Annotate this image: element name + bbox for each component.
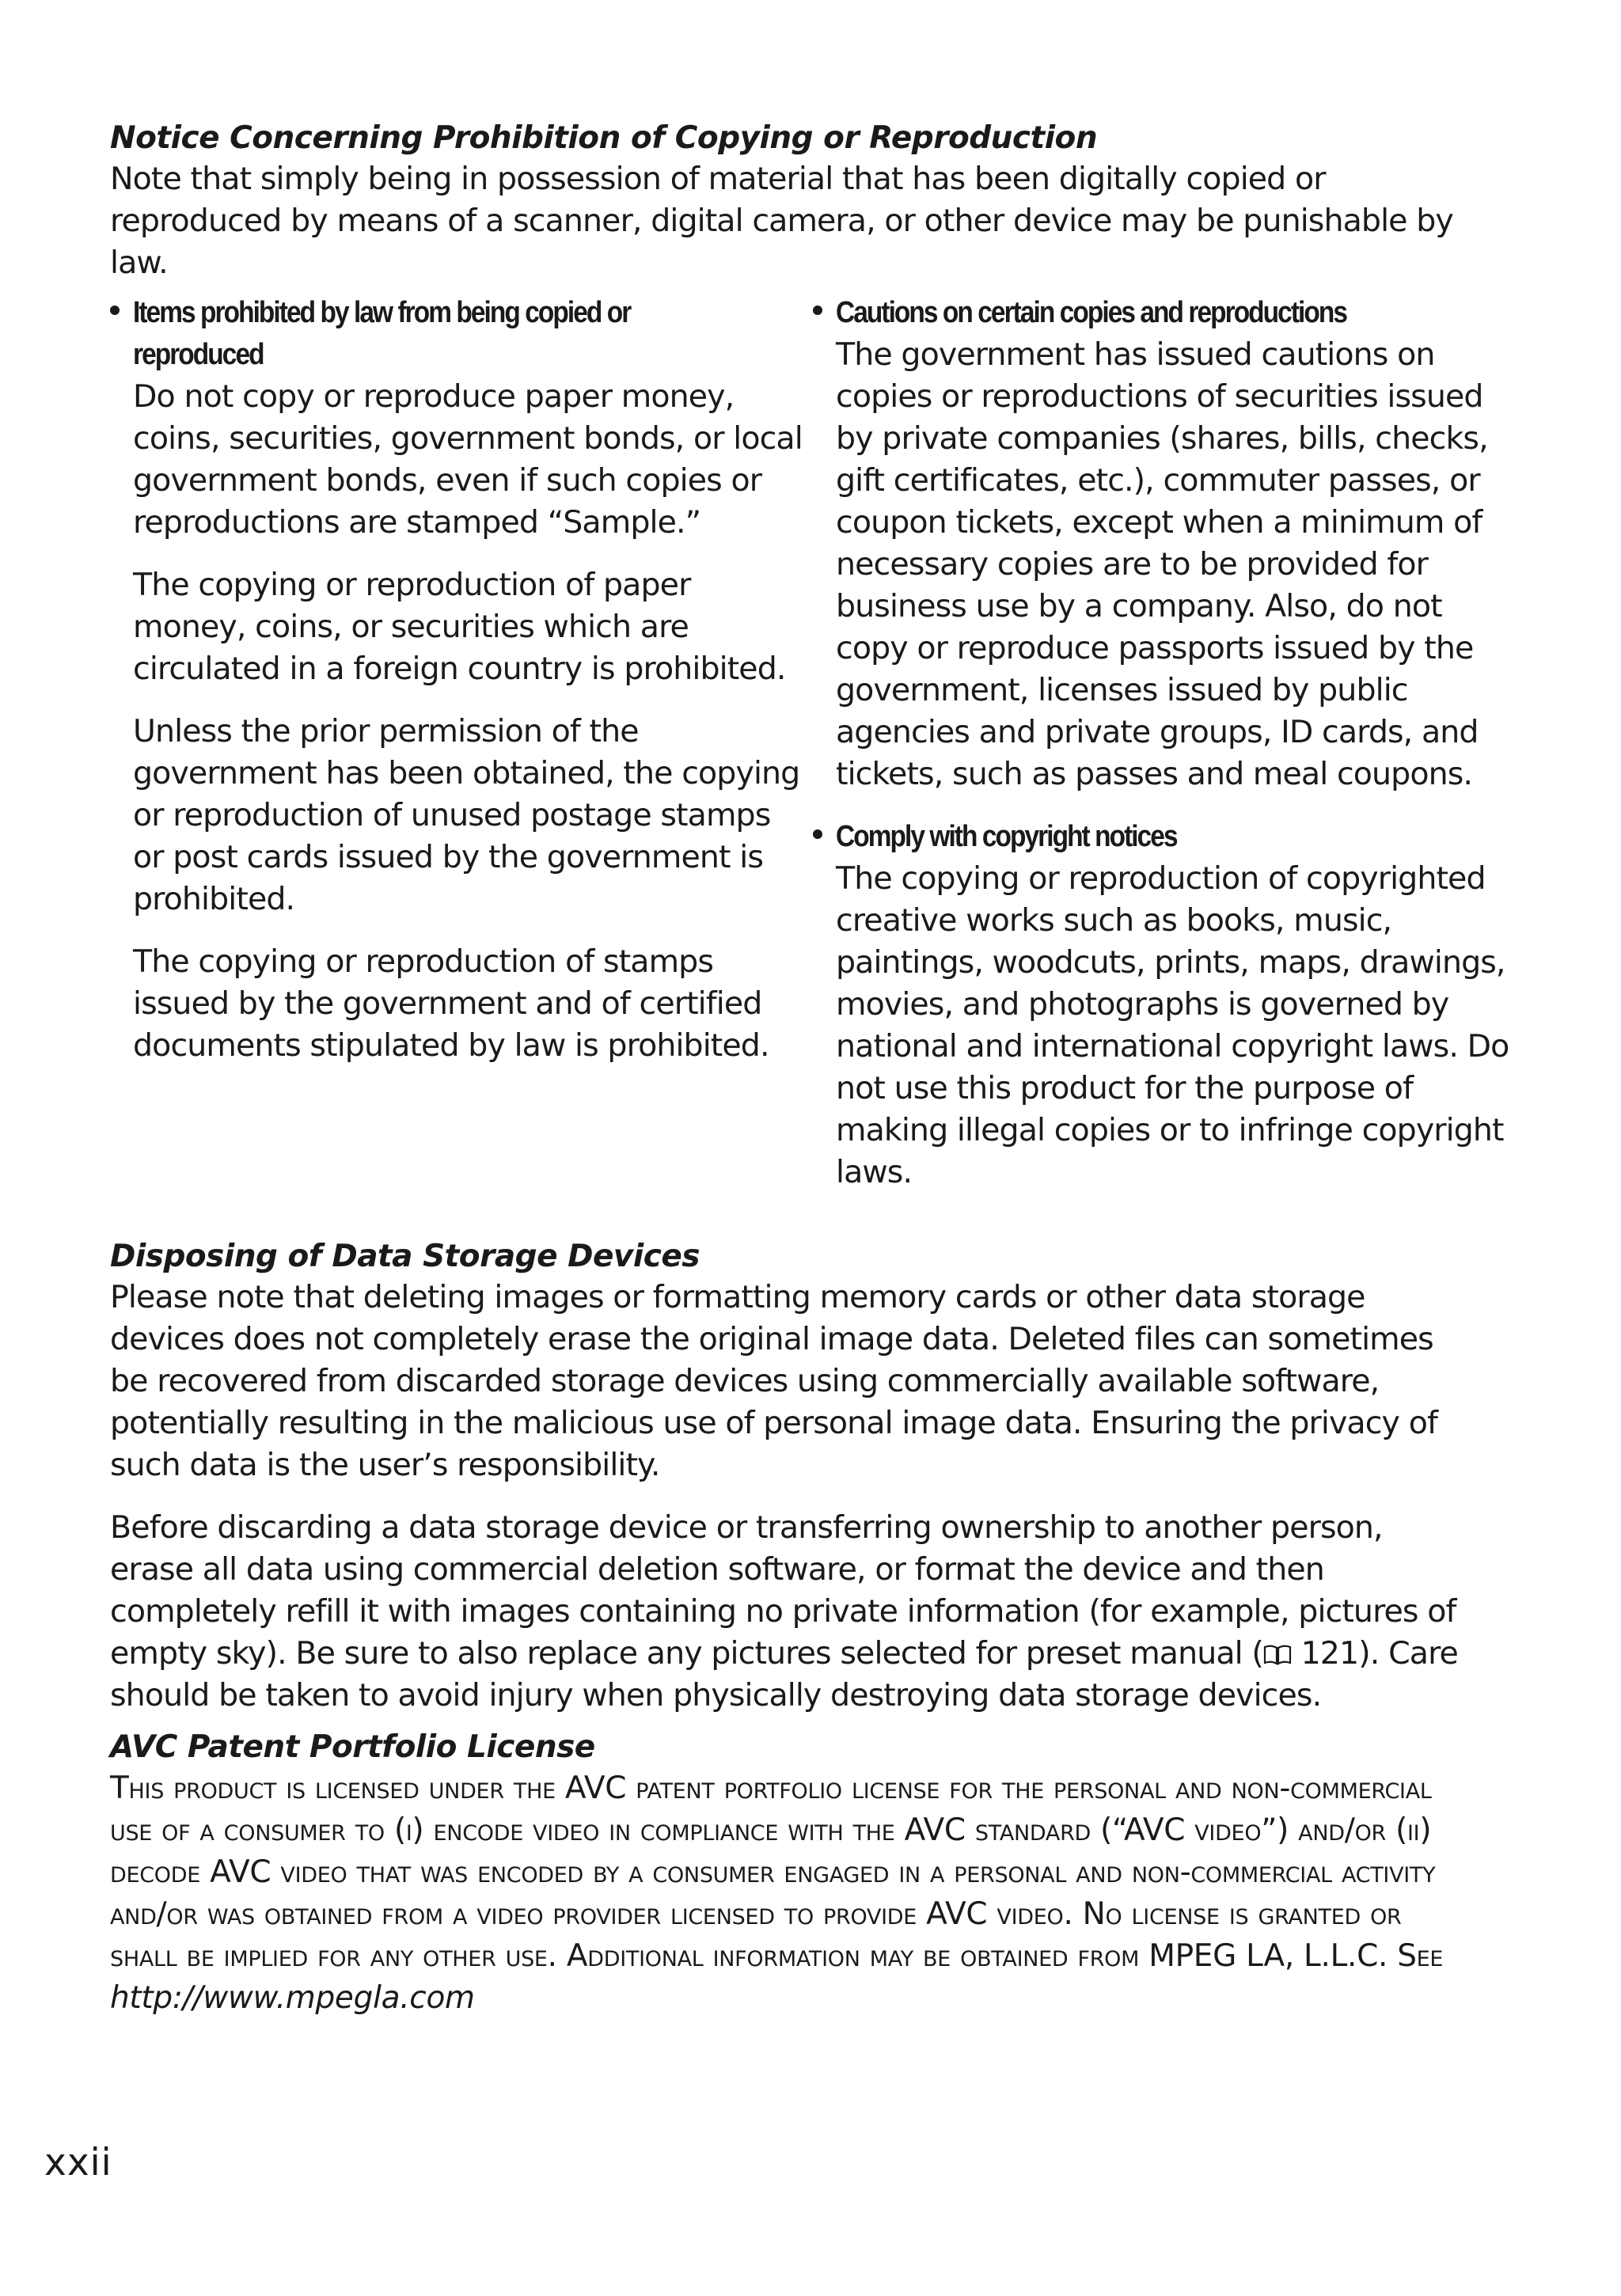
preset-manual-page-ref[interactable]: 121 [1300,1635,1359,1672]
copyright-title: Comply with copyright notices [836,820,1177,853]
bullet-prohibited-items [110,292,807,1067]
copyright-text: The copying or reproduction of copyrighted creative works such as books, music, paintings, woodcuts, prints, maps, drawings, movies, and photographs is governed by national and international copyright laws. Do not use this product for the purpose of making illegal copies or to infringe copyright laws. [836,860,1509,1190]
bullet-icon [110,306,120,315]
avc-heading: AVC Patent Portfolio License [110,1729,595,1765]
document-page [110,119,1509,2019]
page-number: xxii [44,2141,112,2184]
prohibited-items-title: Items prohibited by law from being copied or reproduced [133,296,631,371]
disposing-para-2 [110,1507,1471,1717]
disposing-section [110,1237,1471,1717]
mpegla-link[interactable]: http://www.mpegla.com [110,1980,475,2016]
book-icon [1263,1644,1292,1666]
avc-license-body: This product is licensed under the AVC patent portfolio license for the personal and non-commercial use of a consumer to (i) encode video in compliance with the AVC standard (“AVC video”) and/or (ii) decode AVC video that was encoded by a consumer engaged in a personal and non-commercial activity and/or was obtained from a video provider licensed to provide AVC video. No license is granted or shall be implied for any other use. Additional information may be obtained from MPEG LA, L.L.C. See [110,1770,1444,1974]
prohibited-para-1: Do not copy or reproduce paper money, coins, securities, government bonds, or local government bonds, even if such copies or reproductions are stamped “Sample.” [133,378,803,541]
prohibited-para-3: Unless the prior permission of the government has been obtained, the copying or reproduction of unused postage stamps or post cards issued by the government is prohibited. [133,713,800,917]
cautions-title: Cautions on certain copies and reproductions [836,296,1347,329]
avc-license-text [110,1767,1471,2019]
avc-section [110,1728,1471,2019]
prohibited-para-2: The copying or reproduction of paper money, coins, or securities which are circulated in a foreign country is prohibited. [133,567,786,687]
disposing-heading: Disposing of Data Storage Devices [110,1239,700,1274]
two-column-section [110,292,1509,1226]
bullet-copyright [813,816,1509,1194]
right-column [813,292,1509,1194]
bullet-icon [813,306,822,315]
disposing-para-1: Please note that deleting images or formatting memory cards or other data storage devices does not completely erase the original image data. Deleted files can sometimes be recovered from discarded storage devices using commercially available software, potentially resulting in the malicious use of personal image data. Ensuring the privacy of such data is the user’s responsibility. [110,1279,1437,1483]
prohibited-para-4: The copying or reproduction of stamps issued by the government and of certified documents stipulated by law is prohibited. [133,943,769,1064]
disposing-para-2-end: ). Care should be taken to avoid injury when physically destroying data storage devices. [110,1635,1458,1713]
notice-heading: Notice Concerning Prohibition of Copying or Reproduction [110,120,1098,156]
disposing-para-2-start: Before discarding a data storage device or transferring ownership to another person, erase all data using commercial deletion software, or format the device and then completely refill it with images containing no private information (for example, pictures of empty sky). Be sure to also replace any pictures selected for preset manual ( [110,1509,1456,1672]
bullet-cautions [813,292,1509,795]
cautions-text: The government has issued cautions on copies or reproductions of securities issued by private companies (shares, bills, checks, gift certificates, etc.), commuter passes, or coupon tickets, except when a minimum of necessary copies are to be provided for business use by a company. Also, do not copy or reproduce passports issued by the government, licenses issued by public agencies and private groups, ID cards, and tickets, such as passes and meal coupons. [836,336,1488,792]
left-column [110,292,807,1067]
bullet-icon [813,829,822,839]
notice-intro: Note that simply being in possession of material that has been digitally copied or reproduced by means of a scanner, digital camera, or other device may be punishable by law. [110,161,1453,281]
